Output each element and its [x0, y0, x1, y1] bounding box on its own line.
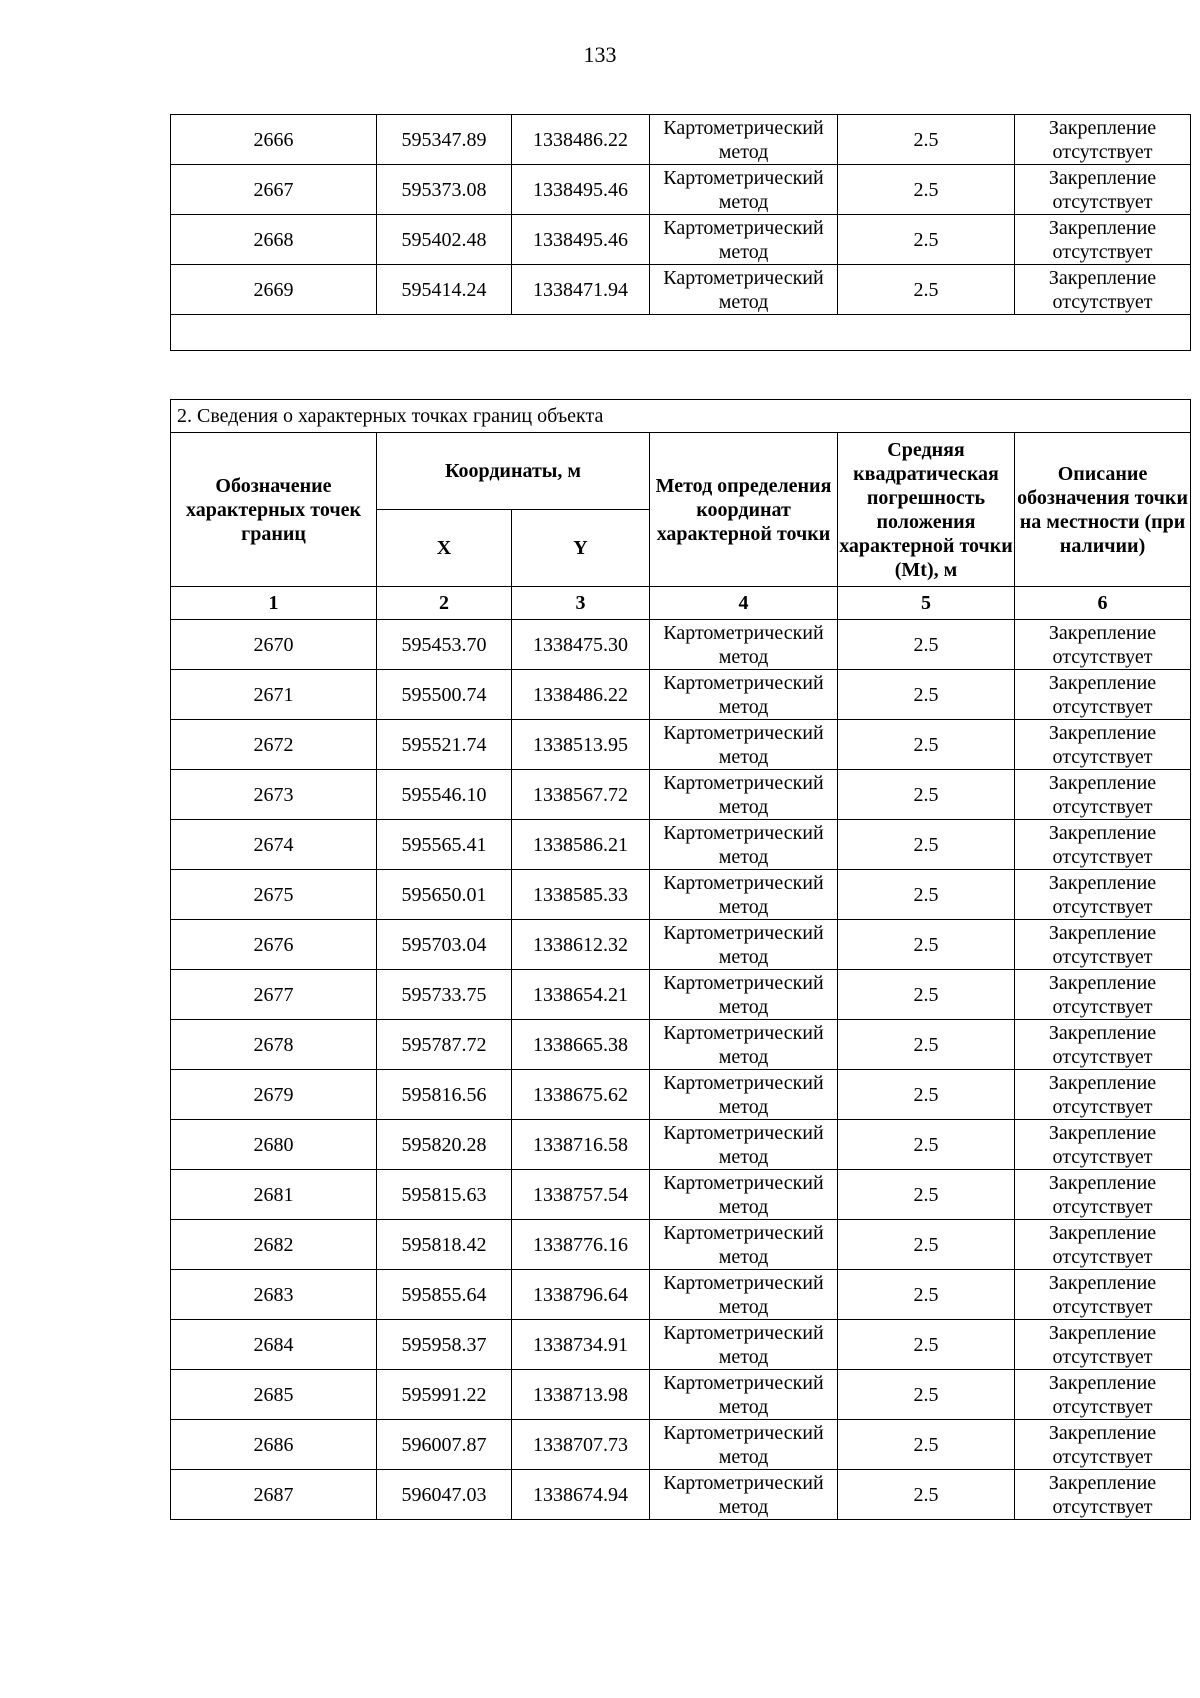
point-designation-cell: 2674 [171, 820, 377, 870]
error-cell: 2.5 [838, 620, 1015, 670]
table-row [171, 670, 1191, 720]
point-designation-cell: 2685 [171, 1370, 377, 1420]
y-coordinate-cell: 1338612.32 [512, 920, 650, 970]
x-coordinate-cell: 595855.64 [377, 1270, 512, 1320]
y-coordinate-cell: 1338776.16 [512, 1220, 650, 1270]
error-cell: 2.5 [838, 970, 1015, 1020]
table-row [171, 620, 1191, 670]
table-row [171, 265, 1191, 315]
x-coordinate-cell: 596047.03 [377, 1470, 512, 1520]
point-designation-cell: 2672 [171, 720, 377, 770]
y-coordinate-cell: 1338513.95 [512, 720, 650, 770]
y-coordinate-cell: 1338495.46 [512, 215, 650, 265]
error-cell: 2.5 [838, 720, 1015, 770]
table-row [171, 1170, 1191, 1220]
error-cell: 2.5 [838, 820, 1015, 870]
y-coordinate-cell: 1338716.58 [512, 1120, 650, 1170]
error-cell: 2.5 [838, 265, 1015, 315]
error-cell: 2.5 [838, 1370, 1015, 1420]
description-cell: Закрепление отсутствует [1015, 970, 1191, 1020]
point-designation-cell: 2669 [171, 265, 377, 315]
point-designation-cell: 2687 [171, 1470, 377, 1520]
description-cell: Закрепление отсутствует [1015, 770, 1191, 820]
description-cell: Закрепление отсутствует [1015, 265, 1191, 315]
description-cell: Закрепление отсутствует [1015, 1470, 1191, 1520]
x-coordinate-cell: 595733.75 [377, 970, 512, 1020]
table-row [171, 920, 1191, 970]
y-coordinate-cell: 1338675.62 [512, 1070, 650, 1120]
point-designation-cell: 2676 [171, 920, 377, 970]
column-number: 6 [1015, 587, 1191, 620]
error-cell: 2.5 [838, 670, 1015, 720]
header-method: Метод определения координат характерной точки [650, 433, 838, 587]
description-cell: Закрепление отсутствует [1015, 115, 1191, 165]
description-cell: Закрепление отсутствует [1015, 1320, 1191, 1370]
y-coordinate-cell: 1338486.22 [512, 115, 650, 165]
point-designation-cell: 2673 [171, 770, 377, 820]
empty-row [171, 315, 1191, 351]
error-cell: 2.5 [838, 1420, 1015, 1470]
column-number: 5 [838, 587, 1015, 620]
header-point-designation: Обозначение характерных точек границ [171, 433, 377, 587]
error-cell: 2.5 [838, 1170, 1015, 1220]
table-row [171, 1220, 1191, 1270]
method-cell: Картометрический метод [650, 920, 838, 970]
table-row [171, 1020, 1191, 1070]
method-cell: Картометрический метод [650, 1070, 838, 1120]
point-designation-cell: 2682 [171, 1220, 377, 1270]
point-designation-cell: 2684 [171, 1320, 377, 1370]
description-cell: Закрепление отсутствует [1015, 720, 1191, 770]
description-cell: Закрепление отсутствует [1015, 1270, 1191, 1320]
y-coordinate-cell: 1338567.72 [512, 770, 650, 820]
header-coordinates: Координаты, м [377, 433, 650, 510]
error-cell: 2.5 [838, 1070, 1015, 1120]
description-cell: Закрепление отсутствует [1015, 1420, 1191, 1470]
table-row [171, 1370, 1191, 1420]
y-coordinate-cell: 1338734.91 [512, 1320, 650, 1370]
y-coordinate-cell: 1338707.73 [512, 1420, 650, 1470]
method-cell: Картометрический метод [650, 1120, 838, 1170]
error-cell: 2.5 [838, 1270, 1015, 1320]
description-cell: Закрепление отсутствует [1015, 620, 1191, 670]
x-coordinate-cell: 595703.04 [377, 920, 512, 970]
y-coordinate-cell: 1338475.30 [512, 620, 650, 670]
point-designation-cell: 2678 [171, 1020, 377, 1070]
method-cell: Картометрический метод [650, 115, 838, 165]
error-cell: 2.5 [838, 920, 1015, 970]
table-row [171, 215, 1191, 265]
table-row [171, 870, 1191, 920]
method-cell: Картометрический метод [650, 720, 838, 770]
boundary-points-table-continued [170, 114, 1191, 351]
y-coordinate-cell: 1338654.21 [512, 970, 650, 1020]
x-coordinate-cell: 595815.63 [377, 1170, 512, 1220]
header-y: Y [512, 510, 650, 587]
x-coordinate-cell: 595347.89 [377, 115, 512, 165]
error-cell: 2.5 [838, 1470, 1015, 1520]
y-coordinate-cell: 1338757.54 [512, 1170, 650, 1220]
x-coordinate-cell: 595565.41 [377, 820, 512, 870]
x-coordinate-cell: 595787.72 [377, 1020, 512, 1070]
method-cell: Картометрический метод [650, 165, 838, 215]
y-coordinate-cell: 1338665.38 [512, 1020, 650, 1070]
y-coordinate-cell: 1338796.64 [512, 1270, 650, 1320]
method-cell: Картометрический метод [650, 820, 838, 870]
method-cell: Картометрический метод [650, 670, 838, 720]
error-cell: 2.5 [838, 215, 1015, 265]
x-coordinate-cell: 595818.42 [377, 1220, 512, 1270]
point-designation-cell: 2680 [171, 1120, 377, 1170]
point-designation-cell: 2681 [171, 1170, 377, 1220]
point-designation-cell: 2671 [171, 670, 377, 720]
method-cell: Картометрический метод [650, 770, 838, 820]
error-cell: 2.5 [838, 1320, 1015, 1370]
point-designation-cell: 2679 [171, 1070, 377, 1120]
description-cell: Закрепление отсутствует [1015, 215, 1191, 265]
table-row [171, 720, 1191, 770]
x-coordinate-cell: 596007.87 [377, 1420, 512, 1470]
column-number: 4 [650, 587, 838, 620]
description-cell: Закрепление отсутствует [1015, 1370, 1191, 1420]
y-coordinate-cell: 1338471.94 [512, 265, 650, 315]
point-designation-cell: 2675 [171, 870, 377, 920]
method-cell: Картометрический метод [650, 1370, 838, 1420]
point-designation-cell: 2686 [171, 1420, 377, 1470]
method-cell: Картометрический метод [650, 970, 838, 1020]
x-coordinate-cell: 595453.70 [377, 620, 512, 670]
table-row [171, 1470, 1191, 1520]
point-designation-cell: 2683 [171, 1270, 377, 1320]
y-coordinate-cell: 1338674.94 [512, 1470, 650, 1520]
x-coordinate-cell: 595521.74 [377, 720, 512, 770]
error-cell: 2.5 [838, 1220, 1015, 1270]
error-cell: 2.5 [838, 1020, 1015, 1070]
error-cell: 2.5 [838, 770, 1015, 820]
main-table-body [171, 620, 1191, 1520]
section-title: 2. Сведения о характерных точках границ объекта [171, 400, 1191, 433]
method-cell: Картометрический метод [650, 1170, 838, 1220]
table-row [171, 820, 1191, 870]
x-coordinate-cell: 595546.10 [377, 770, 512, 820]
method-cell: Картометрический метод [650, 1320, 838, 1370]
table-row [171, 1320, 1191, 1370]
description-cell: Закрепление отсутствует [1015, 870, 1191, 920]
method-cell: Картометрический метод [650, 1420, 838, 1470]
table-row [171, 970, 1191, 1020]
x-coordinate-cell: 595414.24 [377, 265, 512, 315]
table-row [171, 770, 1191, 820]
description-cell: Закрепление отсутствует [1015, 820, 1191, 870]
method-cell: Картометрический метод [650, 265, 838, 315]
table-row [171, 1120, 1191, 1170]
y-coordinate-cell: 1338495.46 [512, 165, 650, 215]
description-cell: Закрепление отсутствует [1015, 1070, 1191, 1120]
y-coordinate-cell: 1338585.33 [512, 870, 650, 920]
table-row [171, 1270, 1191, 1320]
table-row [171, 115, 1191, 165]
description-cell: Закрепление отсутствует [1015, 1220, 1191, 1270]
point-designation-cell: 2668 [171, 215, 377, 265]
x-coordinate-cell: 595991.22 [377, 1370, 512, 1420]
y-coordinate-cell: 1338486.22 [512, 670, 650, 720]
empty-cell [171, 315, 1191, 351]
x-coordinate-cell: 595402.48 [377, 215, 512, 265]
table-row [171, 1070, 1191, 1120]
table-row [171, 165, 1191, 215]
description-cell: Закрепление отсутствует [1015, 920, 1191, 970]
x-coordinate-cell: 595500.74 [377, 670, 512, 720]
method-cell: Картометрический метод [650, 1470, 838, 1520]
top-table-body [171, 115, 1191, 351]
method-cell: Картометрический метод [650, 1220, 838, 1270]
point-designation-cell: 2677 [171, 970, 377, 1020]
method-cell: Картометрический метод [650, 1020, 838, 1070]
header-error: Средняя квадратическая погрешность положения характерной точки (Mt), м [838, 433, 1015, 587]
point-designation-cell: 2670 [171, 620, 377, 670]
column-number: 2 [377, 587, 512, 620]
description-cell: Закрепление отсутствует [1015, 1170, 1191, 1220]
error-cell: 2.5 [838, 165, 1015, 215]
column-number: 3 [512, 587, 650, 620]
method-cell: Картометрический метод [650, 620, 838, 670]
header-description: Описание обозначения точки на местности (при наличии) [1015, 433, 1191, 587]
point-designation-cell: 2666 [171, 115, 377, 165]
error-cell: 2.5 [838, 1120, 1015, 1170]
description-cell: Закрепление отсутствует [1015, 165, 1191, 215]
table-row [171, 1420, 1191, 1470]
description-cell: Закрепление отсутствует [1015, 1020, 1191, 1070]
x-coordinate-cell: 595816.56 [377, 1070, 512, 1120]
x-coordinate-cell: 595820.28 [377, 1120, 512, 1170]
error-cell: 2.5 [838, 115, 1015, 165]
method-cell: Картометрический метод [650, 870, 838, 920]
x-coordinate-cell: 595373.08 [377, 165, 512, 215]
boundary-points-table [170, 399, 1191, 1520]
y-coordinate-cell: 1338713.98 [512, 1370, 650, 1420]
y-coordinate-cell: 1338586.21 [512, 820, 650, 870]
description-cell: Закрепление отсутствует [1015, 1120, 1191, 1170]
point-designation-cell: 2667 [171, 165, 377, 215]
page-number: 133 [583, 42, 617, 67]
column-number: 1 [171, 587, 377, 620]
x-coordinate-cell: 595650.01 [377, 870, 512, 920]
x-coordinate-cell: 595958.37 [377, 1320, 512, 1370]
error-cell: 2.5 [838, 870, 1015, 920]
method-cell: Картометрический метод [650, 1270, 838, 1320]
header-x: X [377, 510, 512, 587]
method-cell: Картометрический метод [650, 215, 838, 265]
description-cell: Закрепление отсутствует [1015, 670, 1191, 720]
